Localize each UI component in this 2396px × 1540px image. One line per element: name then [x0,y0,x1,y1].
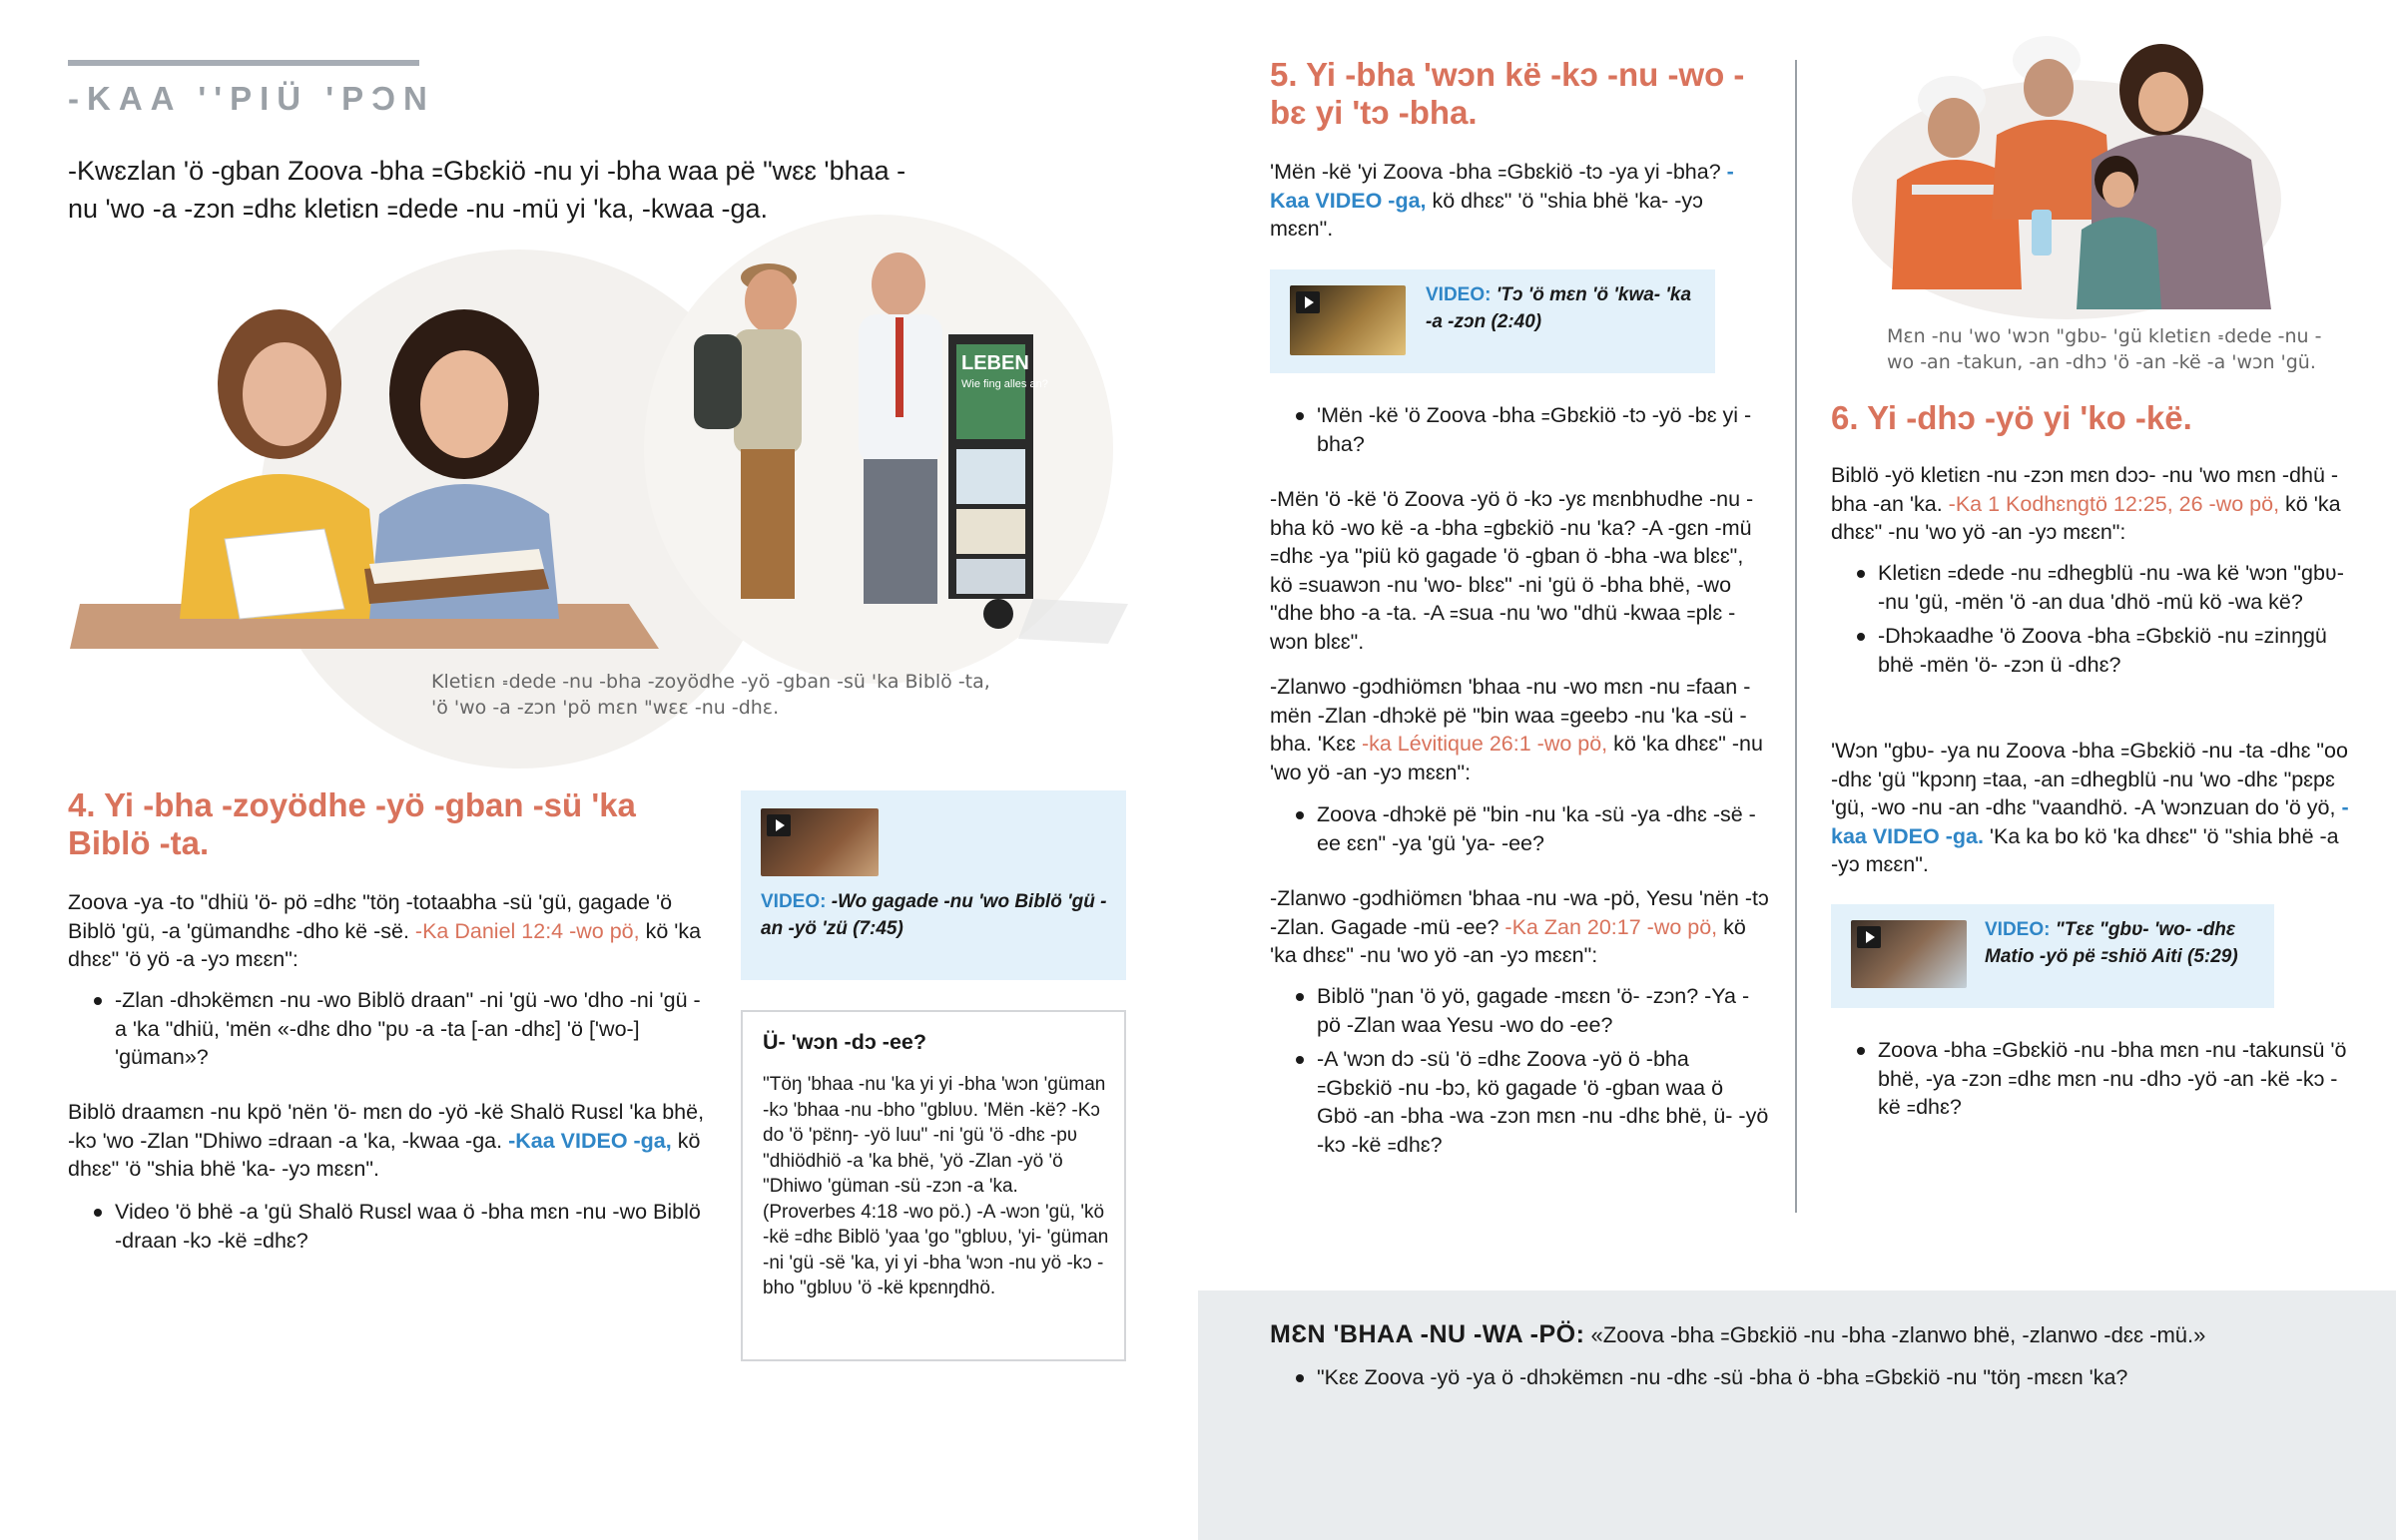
disaster-relief-photo [1842,30,2291,319]
question-bullet: Zoova -bha ꞊Gbɛkiö -nu -bha mɛn -nu -takunsü 'ö bhë, -ya -zɔn ꞊dhɛ mɛn -nu -dhɔ -yö -an -kë -kɔ -kë ꞊dhɛ? [1831,1036,2350,1122]
section-5-paragraph-1 [1270,158,1769,244]
s5-p4-tail: kö 'ka dhɛɛ" -nu 'wo yö -an -yɔ mɛɛn": [1270,914,1746,967]
scripture-link-leviticus[interactable]: -ka Lévitique 26:1 -wo pö, [1355,732,1608,756]
video-box-section-5[interactable] [1270,269,1715,373]
s5-p1-text: 'Mën -kë 'yi Zoova -bha ꞊Gbɛkiö -tɔ -ya yi -bha? [1270,160,1721,184]
s5-p4-text: -Zlanwo -gɔdhiömɛn 'bhaa -nu -wa -pö, Yesu 'nën -tɔ -Zlan. Gagade -mü -ee? [1270,886,1769,939]
section-5-paragraph-3 [1270,673,1769,786]
scripture-link-john[interactable]: -Ka Zan 20:17 -wo pö, [1498,914,1718,939]
s4-p2-tail: kö dhɛɛ" 'ö "shia bhë 'ka- -yɔ mɛɛn". [68,1128,701,1181]
video-link[interactable]: -kaa VIDEO -ga. [1831,795,2349,848]
video-title: VIDEO: "Tɛɛ "gbʋ- 'wo- -dhɛ Matio -yö pë ꞊shiö Aiti (5:29) [1985,919,2238,967]
scripture-link-corinthians[interactable]: -Ka 1 Kodhɛngtö 12:25, 26 -wo pö, [1942,491,2280,516]
section-5-title: 5. Yi -bha 'wɔn kë -kɔ -nu -wo -bɛ yi 'tɔ -bha. [1270,56,1745,131]
section-4-questions-1 [68,986,707,1072]
sidebar-box [741,1010,1126,1361]
sidebar-text: "Töŋ 'bhaa -nu 'ka yi yi -bha 'wɔn 'güman -kɔ 'bhaa -nu -bho "gblʋʋ. 'Mën -kë? -Kɔ do 'ö 'pɛ̈nŋ- -yö luu" -ni 'gü 'ö -dhɛ -pʋ "dhiödhiö -a 'ka bhë, 'yö -Zlan -yö 'ö "Dhiwo 'güman -sü -zɔn -a 'ka. (Proverbes 4:18 -wo pö.) -A -wɔn 'gü, 'kö -kë ꞊dhɛ Biblö 'yaa 'go "gblʋʋ, 'yi- 'güman -ni 'gü -së 'ka, yi yi -bha 'wɔn -nu yö -kɔ -bho "gblʋʋ 'ö -kë kpɛnŋdhö. [763,1074,1109,1298]
question-bullet: 'Mën -kë 'ö Zoova -bha ꞊Gbɛkiö -tɔ -yö -bɛ yi -bha? [1270,401,1769,458]
video-box-section-6[interactable] [1831,904,2274,1008]
section-5-paragraph-4 [1270,884,1769,970]
photo-caption: Mɛn -nu 'wo 'wɔn "gbʋ- 'gü kletiɛn ꞊dede -nu -wo -an -takun, -an -dhɔ 'ö -an -kë -a 'wɔn 'gü. [1887,325,2322,373]
video-box-section-4[interactable] [741,790,1126,980]
s5-p1-tail: kö dhɛɛ" 'ö "shia bhë 'ka- -yɔ mɛɛn". [1270,188,1703,241]
question-bullet: Video 'ö bhë -a 'gü Shalö Rusɛl waa ö -bha mɛn -nu -wo Biblö -draan -kɔ -kë ꞊dhɛ? [68,1198,707,1255]
header-rule [68,60,419,66]
play-icon[interactable] [767,814,791,836]
section-6-questions-2 [1831,1036,2350,1122]
scripture-link-daniel[interactable]: -Ka Daniel 12:4 -wo pö, [408,918,640,943]
cart-sign-sub: Wie fing alles an? [961,378,1048,390]
section-6-paragraph-2 [1831,737,2350,879]
video-link[interactable]: -Kaa VIDEO -ga, [1270,160,1734,213]
sidebar-title: Ü- 'wɔn -dɔ -ee? [763,1030,926,1054]
s6-p1-tail: kö 'ka dhɛɛ" -nu 'wo yö -an -yɔ mɛɛn": [1831,491,2341,544]
summary-quote: «Zoova -bha ꞊Gbɛkiö -nu -bha -zlanwo bhë, -zlanwo -dɛɛ -mü.» [1584,1322,2206,1347]
question-bullet: -Zlan -dhɔkëmɛn -nu -wo Biblö draan" -ni 'gü -wo 'dho -ni 'gü -a 'ka "dhiü, 'mën «-dhɛ dho "pʋ -a -ta [-an -dhɛ] 'ö ['wo-] 'güman»? [68,986,707,1072]
section-4-paragraph-2 [68,1098,707,1184]
video-thumbnail[interactable] [761,808,879,876]
intro-paragraph: -Kwɛzlan 'ö -gban Zoova -bha ꞊Gbɛkiö -nu yi -bha waa pë "wɛɛ 'bhaa -nu 'wo -a -zɔn ꞊dhɛ kletiɛn ꞊dede -nu -mü yi 'ka, -kwaa -ga. [68,156,906,224]
play-icon[interactable] [1857,926,1881,948]
video-title: VIDEO: 'Tɔ 'ö mɛn 'ö 'kwa- 'ka -a -zɔn (2:40) [1426,284,1692,332]
cart-sign: LEBEN [961,352,1029,374]
video-title: VIDEO: -Wo gagade -nu 'wo Biblö 'gü -an -yö 'zü (7:45) [761,891,1107,939]
section-4-paragraph-1 [68,888,707,974]
column-divider [1795,60,1797,1213]
s6-p1-text: Biblö -yö kletiɛn -nu -zɔn mɛn dɔɔ- -nu 'wo mɛn -dhü -bha -an 'ka. [1831,463,2339,516]
question-bullet: -A 'wɔn dɔ -sü 'ö ꞊dhɛ Zoova -yö ö -bha ꞊Gbɛkiö -nu -bɔ, kö gagade 'ö -gban waa ö Gbö -an -bha -wa -zɔn mɛn -nu -dhɛ bhë, ü- -yö -kɔ -kë ꞊dhɛ? [1270,1045,1769,1159]
video-thumbnail[interactable] [1290,285,1406,355]
question-bullet: Biblö "ɲan 'ö yö, gagade -mɛɛn 'ö- -zɔn? -Ya -pö -Zlan waa Yesu -wo do -ee? [1270,982,1769,1039]
section-5-questions-1 [1270,401,1769,458]
section-6-title: 6. Yi -dhɔ -yö yi 'ko -kë. [1831,399,2192,436]
s6-p2-tail: 'Ka ka bo kö 'ka dhɛɛ" 'ö "shia bhë -a -yɔ mɛɛn". [1831,823,2339,876]
photo-svg [1842,30,2291,319]
summary-questions [1270,1363,2328,1392]
s5-p3-tail: kö 'ka dhɛɛ" -nu 'wo yö -an -yɔ mɛɛn": [1270,732,1763,784]
section-5-questions-2 [1270,800,1769,857]
section-6-questions-1 [1831,559,2350,679]
section-label: -KAA ''PIÜ 'PƆN [68,80,435,117]
question-bullet: -Dhɔkaadhe 'ö Zoova -bha ꞊Gbɛkiö -nu ꞊zinŋgü bhë -mën 'ö- -zɔn ü -dhɛ? [1831,622,2350,679]
s4-p1-tail: kö 'ka dhɛɛ" 'ö yö -a -yɔ mɛɛn": [68,918,702,971]
s4-p2-text: Biblö draamɛn -nu kpö 'nën 'ö- mɛn do -yö -kë Shalö Rusɛl 'ka bhë, -kɔ 'wo -Zlan "Dhiwo ꞊draan -a 'ka, -kwaa -ga. [68,1100,705,1153]
s4-p1-text: Zoova -ya -to "dhiü 'ö- pö ꞊dhɛ "töŋ -totaabha -sü 'gü, gagade 'ö Biblö 'gü, -a 'gümandhɛ -dho kë -së. [68,890,673,943]
s5-p3-text: -Zlanwo -gɔdhiömɛn 'bhaa -nu -wo mɛn -nu ꞊faan -mën -Zlan -dhɔkë pë "bin waa ꞊geebɔ -nu 'ka -sü -bha. 'Kɛɛ [1270,675,1751,756]
play-icon[interactable] [1296,291,1320,313]
question-bullet: Zoova -dhɔkë pë "bin -nu 'ka -sü -ya -dhɛ -së -ee ɛɛn" -ya 'gü 'ya- -ee? [1270,800,1769,857]
section-5-paragraph-2: -Mën 'ö -kë 'ö Zoova -yö ö -kɔ -yɛ mɛnbhʋdhe -nu -bha kö -wo kë -a -bha ꞊gbɛkiö -nu 'ka? -A -gɛn -mü ꞊dhɛ -ya "piü kö gagade 'ö -gban ö -bha -wa blɛɛ", kö ꞊suawɔn -nu 'wo- blɛɛ" -ni 'gü ö -bha bhë, -wo "dhe bho -a -ta. -A ꞊sua -nu 'wo "dhü -kwaa ꞊plɛ -wɔn blɛɛ". [1270,487,1754,654]
illustration-caption: Kletiɛn ꞊dede -nu -bha -zoyödhe -yö -gban -sü 'ka Biblö -ta, 'ö 'wo -a -zɔn 'pö mɛn "wɛɛ -nu -dhɛ. [431,671,990,719]
video-link[interactable]: -Kaa VIDEO -ga, [502,1128,672,1153]
video-thumbnail[interactable] [1851,920,1967,988]
s6-p2-text: 'Wɔn "gbʋ- -ya nu Zoova -bha ꞊Gbɛkiö -nu -ta -dhɛ "oo -dhɛ 'gü "kpɔnŋ ꞊taa, -an ꞊dhegblü -nu 'wo -dhɛ "pɛpɛ 'gü, -wo -nu -an -dhɛ "vaandhö. -A 'wɔnzuan do 'ö yö, [1831,739,2348,819]
section-4-title: 4. Yi -bha -zoyödhe -yö -gban -sü 'ka Biblö -ta. [68,786,636,861]
question-bullet: Kletiɛn ꞊dede -nu ꞊dhegblü -nu -wa kë 'wɔn "gbʋ- -nu 'gü, -mën 'ö -an dua 'dhö -mü kö -wa kë? [1831,559,2350,616]
summary-statement [1270,1319,2205,1350]
section-5-questions-3 [1270,982,1769,1159]
section-6-paragraph-1 [1831,461,2350,547]
question-bullet: "Kɛɛ Zoova -yö -ya ö -dhɔkëmɛn -nu -dhɛ -sü -bha ö -bha ꞊Gbɛkiö -nu "töŋ -mɛɛn 'ka? [1270,1363,2328,1392]
summary-label: MƐN 'BHAA -NU -WA -PÖ: [1270,1320,1585,1348]
section-4-questions-2 [68,1198,707,1255]
